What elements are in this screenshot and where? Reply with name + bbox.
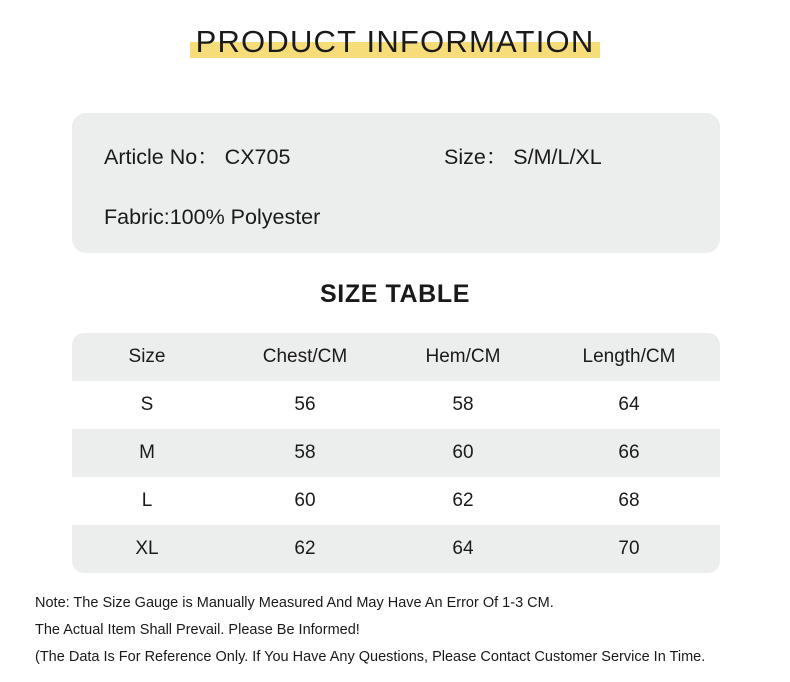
table-cell: 68 — [538, 477, 720, 525]
table-cell: 58 — [388, 381, 538, 429]
table-row — [72, 429, 720, 477]
table-cell: 64 — [388, 525, 538, 573]
page-title-inner — [190, 24, 601, 60]
product-info-card — [72, 113, 720, 253]
table-cell: 62 — [222, 525, 388, 573]
page-title — [0, 24, 790, 60]
measurement-notes — [35, 590, 765, 671]
table-cell: M — [72, 429, 222, 477]
size-options-row: Size： S/M/L/XL — [444, 145, 602, 169]
table-cell: L — [72, 477, 222, 525]
table-cell: 60 — [388, 429, 538, 477]
table-cell: 64 — [538, 381, 720, 429]
table-row — [72, 525, 720, 573]
table-cell: 70 — [538, 525, 720, 573]
table-header-cell: Chest/CM — [222, 333, 388, 381]
note-line: The Actual Item Shall Prevail. Please Be Informed! — [35, 622, 360, 638]
fabric-row: Fabric:100% Polyester — [104, 205, 321, 229]
table-header-cell: Length/CM — [538, 333, 720, 381]
table-cell: S — [72, 381, 222, 429]
size-table-heading: SIZE TABLE — [320, 280, 470, 308]
page-title-text: PRODUCT INFORMATION — [195, 24, 595, 59]
article-number-row: Article No： CX705 — [104, 145, 291, 169]
table-cell: 62 — [388, 477, 538, 525]
table-cell: 66 — [538, 429, 720, 477]
table-cell: XL — [72, 525, 222, 573]
table-row — [72, 477, 720, 525]
table-cell: 60 — [222, 477, 388, 525]
note-line: (The Data Is For Reference Only. If You Have Any Questions, Please Contact Customer Service In Time. — [35, 649, 706, 665]
table-header-cell: Size — [72, 333, 222, 381]
size-table — [72, 333, 720, 573]
size-table-container — [72, 333, 720, 573]
table-row — [72, 381, 720, 429]
table-header-cell: Hem/CM — [388, 333, 538, 381]
table-cell: 58 — [222, 429, 388, 477]
table-cell: 56 — [222, 381, 388, 429]
note-line: Note: The Size Gauge is Manually Measured And May Have An Error Of 1-3 CM. — [35, 595, 554, 611]
table-header-row — [72, 333, 720, 381]
